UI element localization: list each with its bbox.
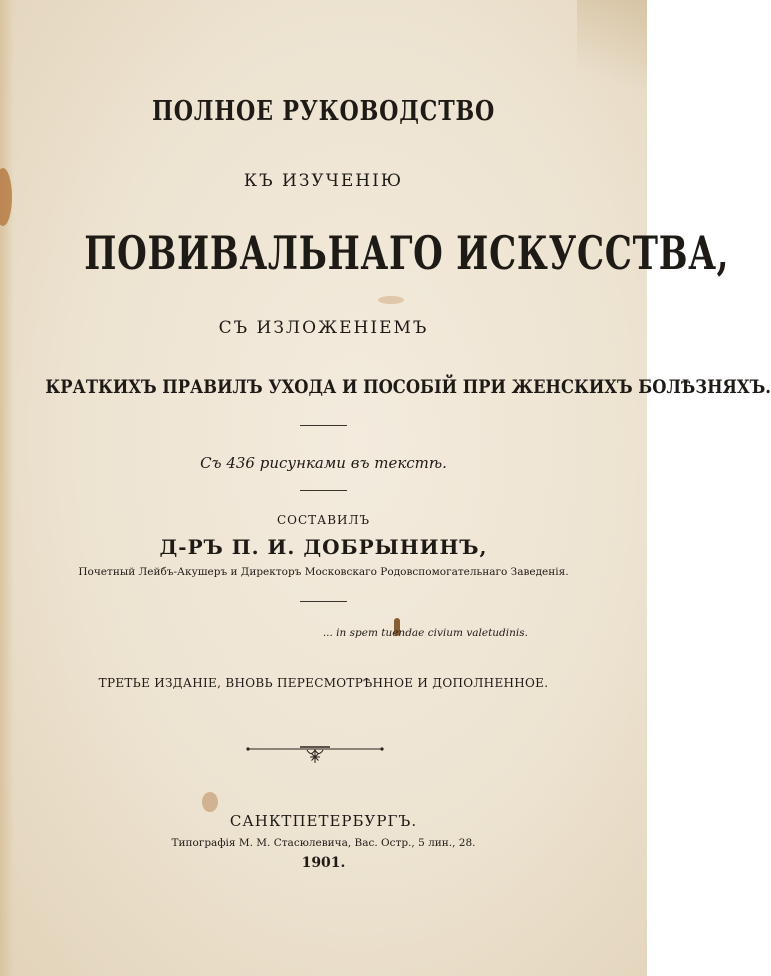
imprint-year: 1901. (301, 855, 346, 871)
subtitle: КРАТКИХЪ ПРАВИЛЪ УХОДА И ПОСОБІЙ ПРИ ЖЕНСКИХЪ БОЛѢЗНЯХЪ. (45, 376, 771, 398)
imprint-printer: Типографія М. М. Стасюлевича, Вас. Остр., 5 лин., 28. (171, 837, 476, 849)
divider-rule (300, 425, 347, 426)
paper-stain (378, 296, 404, 304)
imprint-city: САНКТПЕТЕРБУРГЪ. (229, 812, 418, 830)
compiled-by-label: СОСТАВИЛЪ (276, 513, 371, 527)
main-title: ПОВИВАЛЬНАГО ИСКУССТВА, (84, 226, 730, 280)
title-line-2: КЪ ИЗУЧЕНІЮ (243, 171, 404, 191)
paper-stain (202, 792, 218, 812)
latin-motto: ... in spem tuendae civium valetudinis. (322, 627, 528, 639)
divider-rule (300, 490, 347, 491)
corner-wear (577, 0, 647, 110)
author-position: Почетный Лейбъ-Акушеръ и Директоръ Московскаго Родовспомогательнаго Заведенія. (78, 566, 569, 578)
title-line-1: ПОЛНОЕ РУКОВОДСТВО (152, 96, 496, 127)
author-name: Д-РЪ П. И. ДОБРЫНИНЪ, (159, 535, 488, 559)
edition-statement: ТРЕТЬЕ ИЗДАНІЕ, ВНОВЬ ПЕРЕСМОТРѢННОЕ И ДОПОЛНЕННОЕ. (98, 676, 549, 690)
divider-rule (300, 601, 347, 602)
ornament-divider-icon (248, 737, 382, 767)
title-line-4: СЪ ИЗЛОЖЕНІЕМЪ (218, 318, 429, 338)
illustrations-note: Съ 436 рисунками въ текстѣ. (200, 454, 447, 472)
